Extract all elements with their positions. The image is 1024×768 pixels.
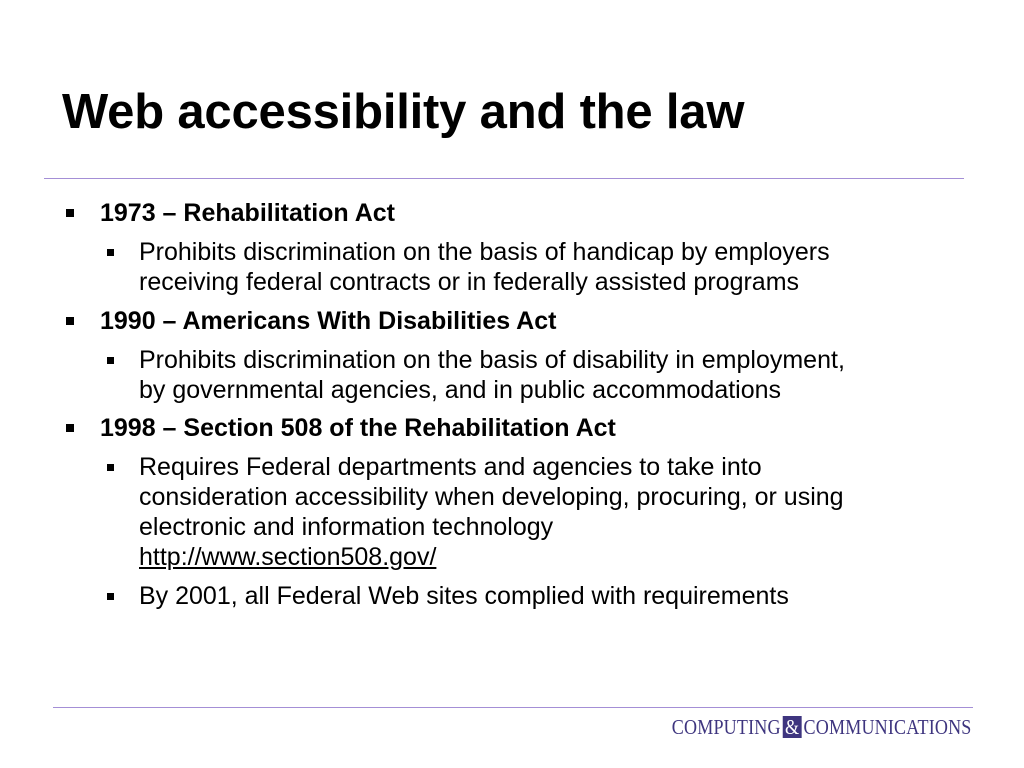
- item-detail: [139, 452, 959, 572]
- sub-bullet-icon: [107, 249, 114, 256]
- section508-link[interactable]: http://www.section508.gov/: [139, 543, 437, 571]
- detail-line: Prohibits discrimination on the basis of disability in employment,: [139, 346, 845, 374]
- logo-text-right: COMMUNICATIONS: [804, 715, 972, 739]
- detail-line: by governmental agencies, and in public accommodations: [139, 376, 782, 404]
- item-heading: 1973 – Rehabilitation Act: [100, 199, 395, 227]
- detail-line: Requires Federal departments and agencies to take into: [139, 453, 762, 481]
- detail-line: electronic and information technology: [139, 513, 554, 541]
- sub-bullet-icon: [107, 593, 114, 600]
- detail-line: consideration accessibility when developing, procuring, or using: [139, 483, 844, 511]
- logo-text-left: COMPUTING: [672, 715, 782, 739]
- footer-logo: [672, 715, 972, 740]
- title-divider: [44, 178, 964, 179]
- item-heading: 1990 – Americans With Disabilities Act: [100, 307, 557, 335]
- slide-title: Web accessibility and the law: [62, 85, 745, 139]
- bullet-icon: [66, 209, 74, 217]
- item-detail: [139, 237, 959, 297]
- item-detail: [139, 345, 959, 405]
- sub-bullet-icon: [107, 357, 114, 364]
- logo-ampersand: &: [783, 716, 802, 738]
- footer-divider: [53, 707, 973, 708]
- detail-line: receiving federal contracts or in federally assisted programs: [139, 268, 800, 296]
- bullet-icon: [66, 424, 74, 432]
- sub-bullet-icon: [107, 464, 114, 471]
- bullet-icon: [66, 317, 74, 325]
- item-heading: 1998 – Section 508 of the Rehabilitation Act: [100, 414, 616, 442]
- detail-line: By 2001, all Federal Web sites complied with requirements: [139, 582, 789, 610]
- item-detail: [139, 581, 959, 611]
- detail-line: Prohibits discrimination on the basis of handicap by employers: [139, 238, 830, 266]
